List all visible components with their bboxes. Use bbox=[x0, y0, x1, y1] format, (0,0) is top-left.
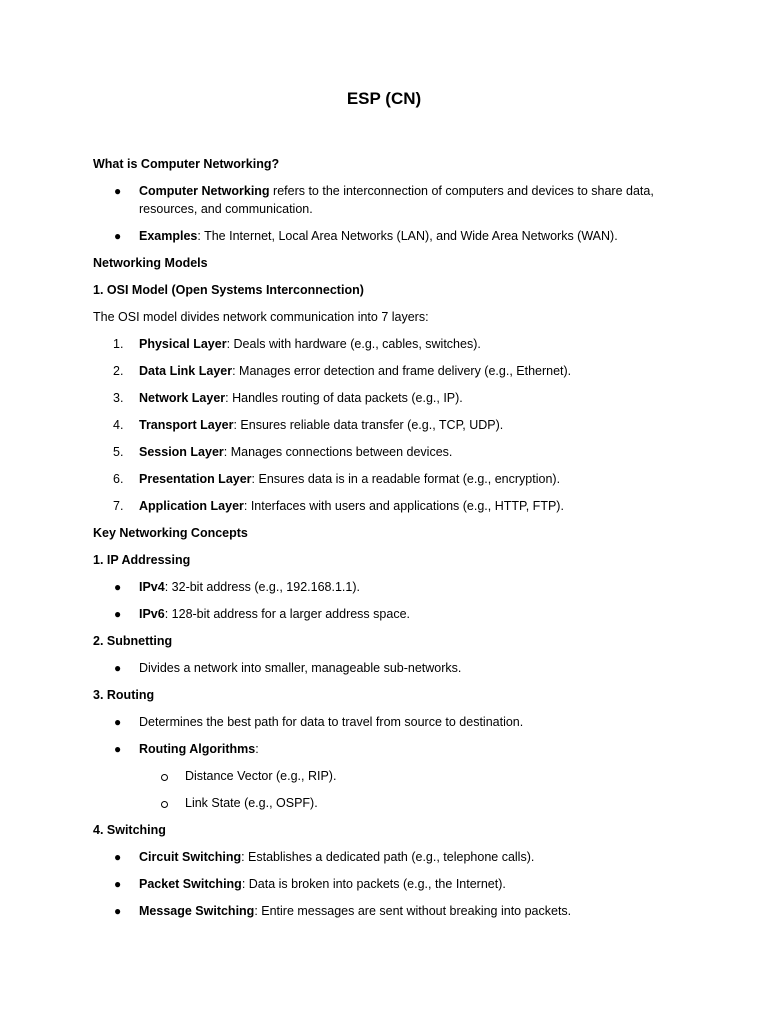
item-text: : Interfaces with users and applications (e.g., HTTP, FTP). bbox=[243, 498, 564, 513]
term: Circuit Switching bbox=[139, 849, 242, 864]
osi-layer-item bbox=[93, 390, 683, 408]
list-item bbox=[93, 876, 683, 894]
list-number: 1. bbox=[113, 336, 124, 351]
bullet-icon: ● bbox=[114, 876, 122, 891]
subsection-heading-subnetting: 2. Subnetting bbox=[93, 633, 173, 648]
item-text: : 32-bit address (e.g., 192.168.1.1). bbox=[164, 579, 360, 594]
item-text: : Data is broken into packets (e.g., the Internet). bbox=[241, 876, 506, 891]
item-text: : The Internet, Local Area Networks (LAN), and Wide Area Networks (WAN). bbox=[197, 228, 618, 243]
section-heading-concepts: Key Networking Concepts bbox=[93, 525, 248, 540]
list-item bbox=[93, 849, 683, 867]
list-item bbox=[93, 579, 683, 597]
bullet-icon: ● bbox=[114, 741, 122, 756]
list-item bbox=[93, 714, 683, 732]
subsection-heading-switching: 4. Switching bbox=[93, 822, 166, 837]
section-heading-what-is: What is Computer Networking? bbox=[93, 157, 280, 171]
sub-list-item bbox=[93, 795, 683, 813]
osi-layer-item bbox=[93, 498, 683, 516]
term: IPv6 bbox=[139, 606, 165, 621]
term: Transport Layer bbox=[139, 417, 234, 432]
term: Physical Layer bbox=[139, 336, 227, 351]
term: Network Layer bbox=[139, 390, 226, 405]
list-item bbox=[93, 741, 683, 759]
bullet-icon: ● bbox=[114, 579, 122, 594]
item-text: Link State (e.g., OSPF). bbox=[185, 795, 318, 810]
item-text: refers to the interconnection of computers and devices to share data, resources, and communication. bbox=[139, 184, 654, 216]
item-text: : Deals with hardware (e.g., cables, switches). bbox=[226, 336, 481, 351]
sub-list-item bbox=[93, 768, 683, 786]
bullet-icon: ● bbox=[114, 228, 122, 243]
term: Message Switching bbox=[139, 903, 255, 918]
list-item bbox=[93, 228, 683, 246]
term: Computer Networking bbox=[139, 184, 270, 198]
list-item bbox=[93, 903, 683, 921]
bullet-icon: ● bbox=[114, 849, 122, 864]
term: Session Layer bbox=[139, 444, 224, 459]
item-text: : Entire messages are sent without breaking into packets. bbox=[254, 903, 572, 918]
list-number: 7. bbox=[113, 498, 124, 513]
document-body bbox=[93, 156, 683, 930]
list-item bbox=[93, 606, 683, 624]
osi-layer-item bbox=[93, 444, 683, 462]
bullet-icon: ● bbox=[114, 606, 122, 621]
list-number: 3. bbox=[113, 390, 124, 405]
item-text: Distance Vector (e.g., RIP). bbox=[185, 768, 337, 783]
bullet-icon: ● bbox=[114, 903, 122, 918]
term: Routing Algorithms bbox=[139, 741, 256, 756]
osi-layer-item bbox=[93, 336, 683, 354]
term: Presentation Layer bbox=[139, 471, 252, 486]
item-text: : Manages connections between devices. bbox=[223, 444, 453, 459]
item-text: : Handles routing of data packets (e.g., IP). bbox=[225, 390, 463, 405]
list-item bbox=[93, 183, 683, 218]
item-text: : Manages error detection and frame delivery (e.g., Ethernet). bbox=[232, 363, 572, 378]
term: Examples bbox=[139, 228, 198, 243]
list-number: 5. bbox=[113, 444, 124, 459]
osi-layer-item bbox=[93, 363, 683, 381]
document-title: ESP (CN) bbox=[346, 89, 422, 108]
item-text: Determines the best path for data to travel from source to destination. bbox=[139, 714, 524, 729]
term: IPv4 bbox=[139, 579, 165, 594]
subsection-heading-ip: 1. IP Addressing bbox=[93, 552, 191, 567]
term: Data Link Layer bbox=[139, 363, 233, 378]
osi-layer-item bbox=[93, 471, 683, 489]
bullet-icon: ● bbox=[114, 714, 122, 729]
subsection-heading-osi: 1. OSI Model (Open Systems Interconnection) bbox=[93, 282, 364, 297]
list-number: 2. bbox=[113, 363, 124, 378]
subsection-heading-routing: 3. Routing bbox=[93, 687, 155, 702]
osi-intro: The OSI model divides network communication into 7 layers: bbox=[93, 309, 429, 324]
list-item bbox=[93, 660, 683, 678]
item-text: : 128-bit address for a larger address space. bbox=[164, 606, 410, 621]
item-text: : Ensures reliable data transfer (e.g., TCP, UDP). bbox=[233, 417, 504, 432]
item-text: Divides a network into smaller, manageable sub-networks. bbox=[139, 660, 462, 675]
item-text: : bbox=[255, 741, 259, 756]
term: Packet Switching bbox=[139, 876, 242, 891]
bullet-icon: ● bbox=[114, 660, 122, 675]
bullet-icon: ● bbox=[114, 184, 122, 198]
hollow-circle-bullet-icon bbox=[161, 801, 168, 808]
hollow-circle-bullet-icon bbox=[161, 774, 168, 781]
osi-layer-item bbox=[93, 417, 683, 435]
list-number: 4. bbox=[113, 417, 124, 432]
term: Application Layer bbox=[139, 498, 244, 513]
section-heading-models: Networking Models bbox=[93, 255, 208, 270]
item-text: : Establishes a dedicated path (e.g., telephone calls). bbox=[241, 849, 535, 864]
list-number: 6. bbox=[113, 471, 124, 486]
item-text: : Ensures data is in a readable format (e.g., encryption). bbox=[251, 471, 561, 486]
